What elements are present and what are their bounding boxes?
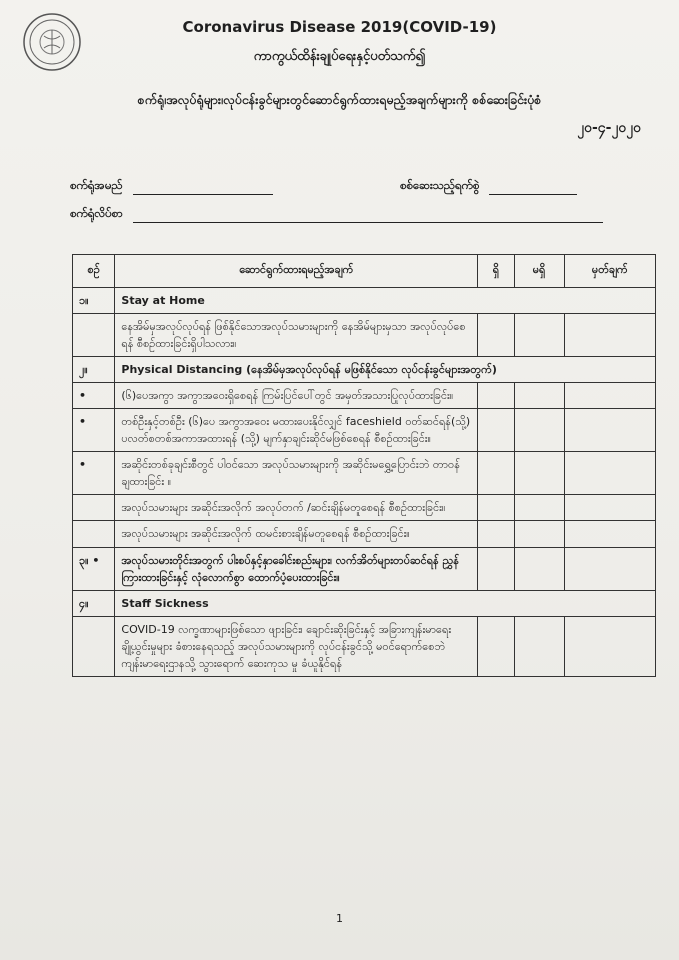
yes-cell[interactable] bbox=[478, 616, 514, 676]
factory-name-blank bbox=[133, 182, 273, 195]
row-number: • bbox=[73, 409, 115, 452]
row-text: အလုပ်သမားတိုင်းအတွက် ပါးစပ်နှင့်နှာခေါင်းစည်းများ၊ လက်အိတ်များတပ်ဆင်ရန် ညွှန်ကြားထားခြင်းနှင့် လုံလောက်စွာ ထောက်ပံ့ပေးထားခြင်း။ bbox=[115, 547, 478, 590]
row-text: နေအိမ်မှအလုပ်လုပ်ရန် ဖြစ်နိုင်သောအလုပ်သမားများကို နေအိမ်များမှသာ အလုပ်လုပ်စေရန် စီစဉ်ထားခြင်းရှိပါသလား။ bbox=[115, 314, 478, 357]
row-text: COVID-19 လက္ခဏာများဖြစ်သော ဖျားခြင်း၊ ချောင်းဆိုးခြင်းနှင့် အခြားကျန်းမာရေးချို့ယွင်းမှုများ ခံစားနေရသည့် အလုပ်သမားများကို လုပ်ငန်းခွင်သို့ မဝင်ရောက်စေဘဲ ကျန်းမာရေးဌာနသို့ သွားရောက် ဆေးကုသ မှု ခံယူနိုင်ရန် bbox=[115, 616, 478, 676]
row-text: (၆)ပေအကွာ အကွာအဝေးရှိစေရန် ကြမ်းပြင်ပေါ်တွင် အမှတ်အသားပြုလုပ်ထားခြင်း။ bbox=[115, 383, 478, 409]
table-row bbox=[73, 590, 656, 616]
document-date: ၂၀-၄-၂၀၂၀ bbox=[577, 120, 641, 136]
no-cell[interactable] bbox=[514, 547, 564, 590]
remark-cell[interactable] bbox=[564, 452, 656, 495]
table-body bbox=[73, 288, 656, 677]
table-header-row bbox=[73, 255, 656, 288]
inspection-date-field bbox=[400, 178, 577, 195]
table-row bbox=[73, 547, 656, 590]
row-number bbox=[73, 495, 115, 521]
table-row bbox=[73, 409, 656, 452]
yes-cell[interactable] bbox=[478, 521, 514, 547]
row-number: • bbox=[73, 383, 115, 409]
row-number: ၁။ bbox=[73, 288, 115, 314]
no-cell[interactable] bbox=[514, 314, 564, 357]
yes-cell[interactable] bbox=[478, 314, 514, 357]
header-yes: ရှိ bbox=[478, 255, 514, 288]
table-row bbox=[73, 314, 656, 357]
inspection-date-blank bbox=[489, 182, 577, 195]
row-text: အဆိုင်းတစ်ခုချင်းစီတွင် ပါဝင်သော အလုပ်သမားများကို အဆိုင်းမရွှေ့ပြောင်းဘဲ တာဝန်ချထားခြင်း ။ bbox=[115, 452, 478, 495]
row-text: အလုပ်သမားများ အဆိုင်းအလိုက် ထမင်းစားချိန်မတူစေရန် စီစဉ်ထားခြင်း။ bbox=[115, 521, 478, 547]
remark-cell[interactable] bbox=[564, 547, 656, 590]
remark-cell[interactable] bbox=[564, 409, 656, 452]
row-number bbox=[73, 314, 115, 357]
no-cell[interactable] bbox=[514, 495, 564, 521]
remark-cell[interactable] bbox=[564, 314, 656, 357]
table-row bbox=[73, 521, 656, 547]
no-cell[interactable] bbox=[514, 616, 564, 676]
document-heading: စက်ရုံ၊အလုပ်ရုံများ၊လုပ်ငန်းခွင်များတွင်ဆောင်ရွက်ထားရမည့်အချက်များကို စစ်ဆေးခြင်းပုံစံ bbox=[137, 92, 542, 107]
header-item: ဆောင်ရွက်ထားရမည့်အချက် bbox=[115, 255, 478, 288]
row-number bbox=[73, 616, 115, 676]
header-no-have: မရှိ bbox=[514, 255, 564, 288]
header-no: စဉ် bbox=[73, 255, 115, 288]
yes-cell[interactable] bbox=[478, 547, 514, 590]
factory-address-label: စက်ရုံလိပ်စာ bbox=[70, 206, 123, 220]
remark-cell[interactable] bbox=[564, 616, 656, 676]
inspection-date-label: စစ်ဆေးသည့်ရက်စွဲ bbox=[400, 178, 480, 192]
document-title: Coronavirus Disease 2019(COVID-19) bbox=[182, 18, 497, 36]
yes-cell[interactable] bbox=[478, 452, 514, 495]
row-number: ၃။ • bbox=[73, 547, 115, 590]
yes-cell[interactable] bbox=[478, 383, 514, 409]
remark-cell[interactable] bbox=[564, 383, 656, 409]
remark-cell[interactable] bbox=[564, 495, 656, 521]
table-row bbox=[73, 357, 656, 383]
factory-address-blank bbox=[133, 210, 603, 223]
row-number bbox=[73, 521, 115, 547]
table-row bbox=[73, 288, 656, 314]
factory-name-label: စက်ရုံအမည် bbox=[70, 178, 123, 192]
row-number: ၄။ bbox=[73, 590, 115, 616]
page-number: 1 bbox=[336, 912, 343, 925]
row-text: Physical Distancing (နေအိမ်မှအလုပ်လုပ်ရန် မဖြစ်နိုင်သော လုပ်ငန်းခွင်များအတွက်) bbox=[115, 357, 656, 383]
row-text: တစ်ဦးနှင့်တစ်ဦး (၆)ပေ အကွာအဝေး မထားပေးနိုင်လျှင် faceshield ဝတ်ဆင်ရန်(သို့) ပလတ်စတစ်အကာအထားရန် (သို့) မျက်နှာချင်းဆိုင်မဖြစ်စေရန် စီစဉ်ထားခြင်း။ bbox=[115, 409, 478, 452]
no-cell[interactable] bbox=[514, 409, 564, 452]
row-text: အလုပ်သမားများ အဆိုင်းအလိုက် အလုပ်တက် /ဆင်းချိန်မတူစေရန် စီစဉ်ထားခြင်း။ bbox=[115, 495, 478, 521]
table-row bbox=[73, 452, 656, 495]
header-remark: မှတ်ချက် bbox=[564, 255, 656, 288]
table-row bbox=[73, 383, 656, 409]
yes-cell[interactable] bbox=[478, 409, 514, 452]
checklist-table bbox=[72, 254, 656, 677]
no-cell[interactable] bbox=[514, 383, 564, 409]
factory-address-field bbox=[70, 206, 603, 223]
table-row bbox=[73, 616, 656, 676]
row-number: ၂။ bbox=[73, 357, 115, 383]
factory-name-field bbox=[70, 178, 273, 195]
no-cell[interactable] bbox=[514, 452, 564, 495]
remark-cell[interactable] bbox=[564, 521, 656, 547]
no-cell[interactable] bbox=[514, 521, 564, 547]
row-text: Stay at Home bbox=[115, 288, 656, 314]
row-text: Staff Sickness bbox=[115, 590, 656, 616]
row-number: • bbox=[73, 452, 115, 495]
table-row bbox=[73, 495, 656, 521]
document-subtitle: ကာကွယ်ထိန်းချုပ်ရေးနှင့်ပတ်သက်၍ bbox=[253, 49, 426, 64]
yes-cell[interactable] bbox=[478, 495, 514, 521]
